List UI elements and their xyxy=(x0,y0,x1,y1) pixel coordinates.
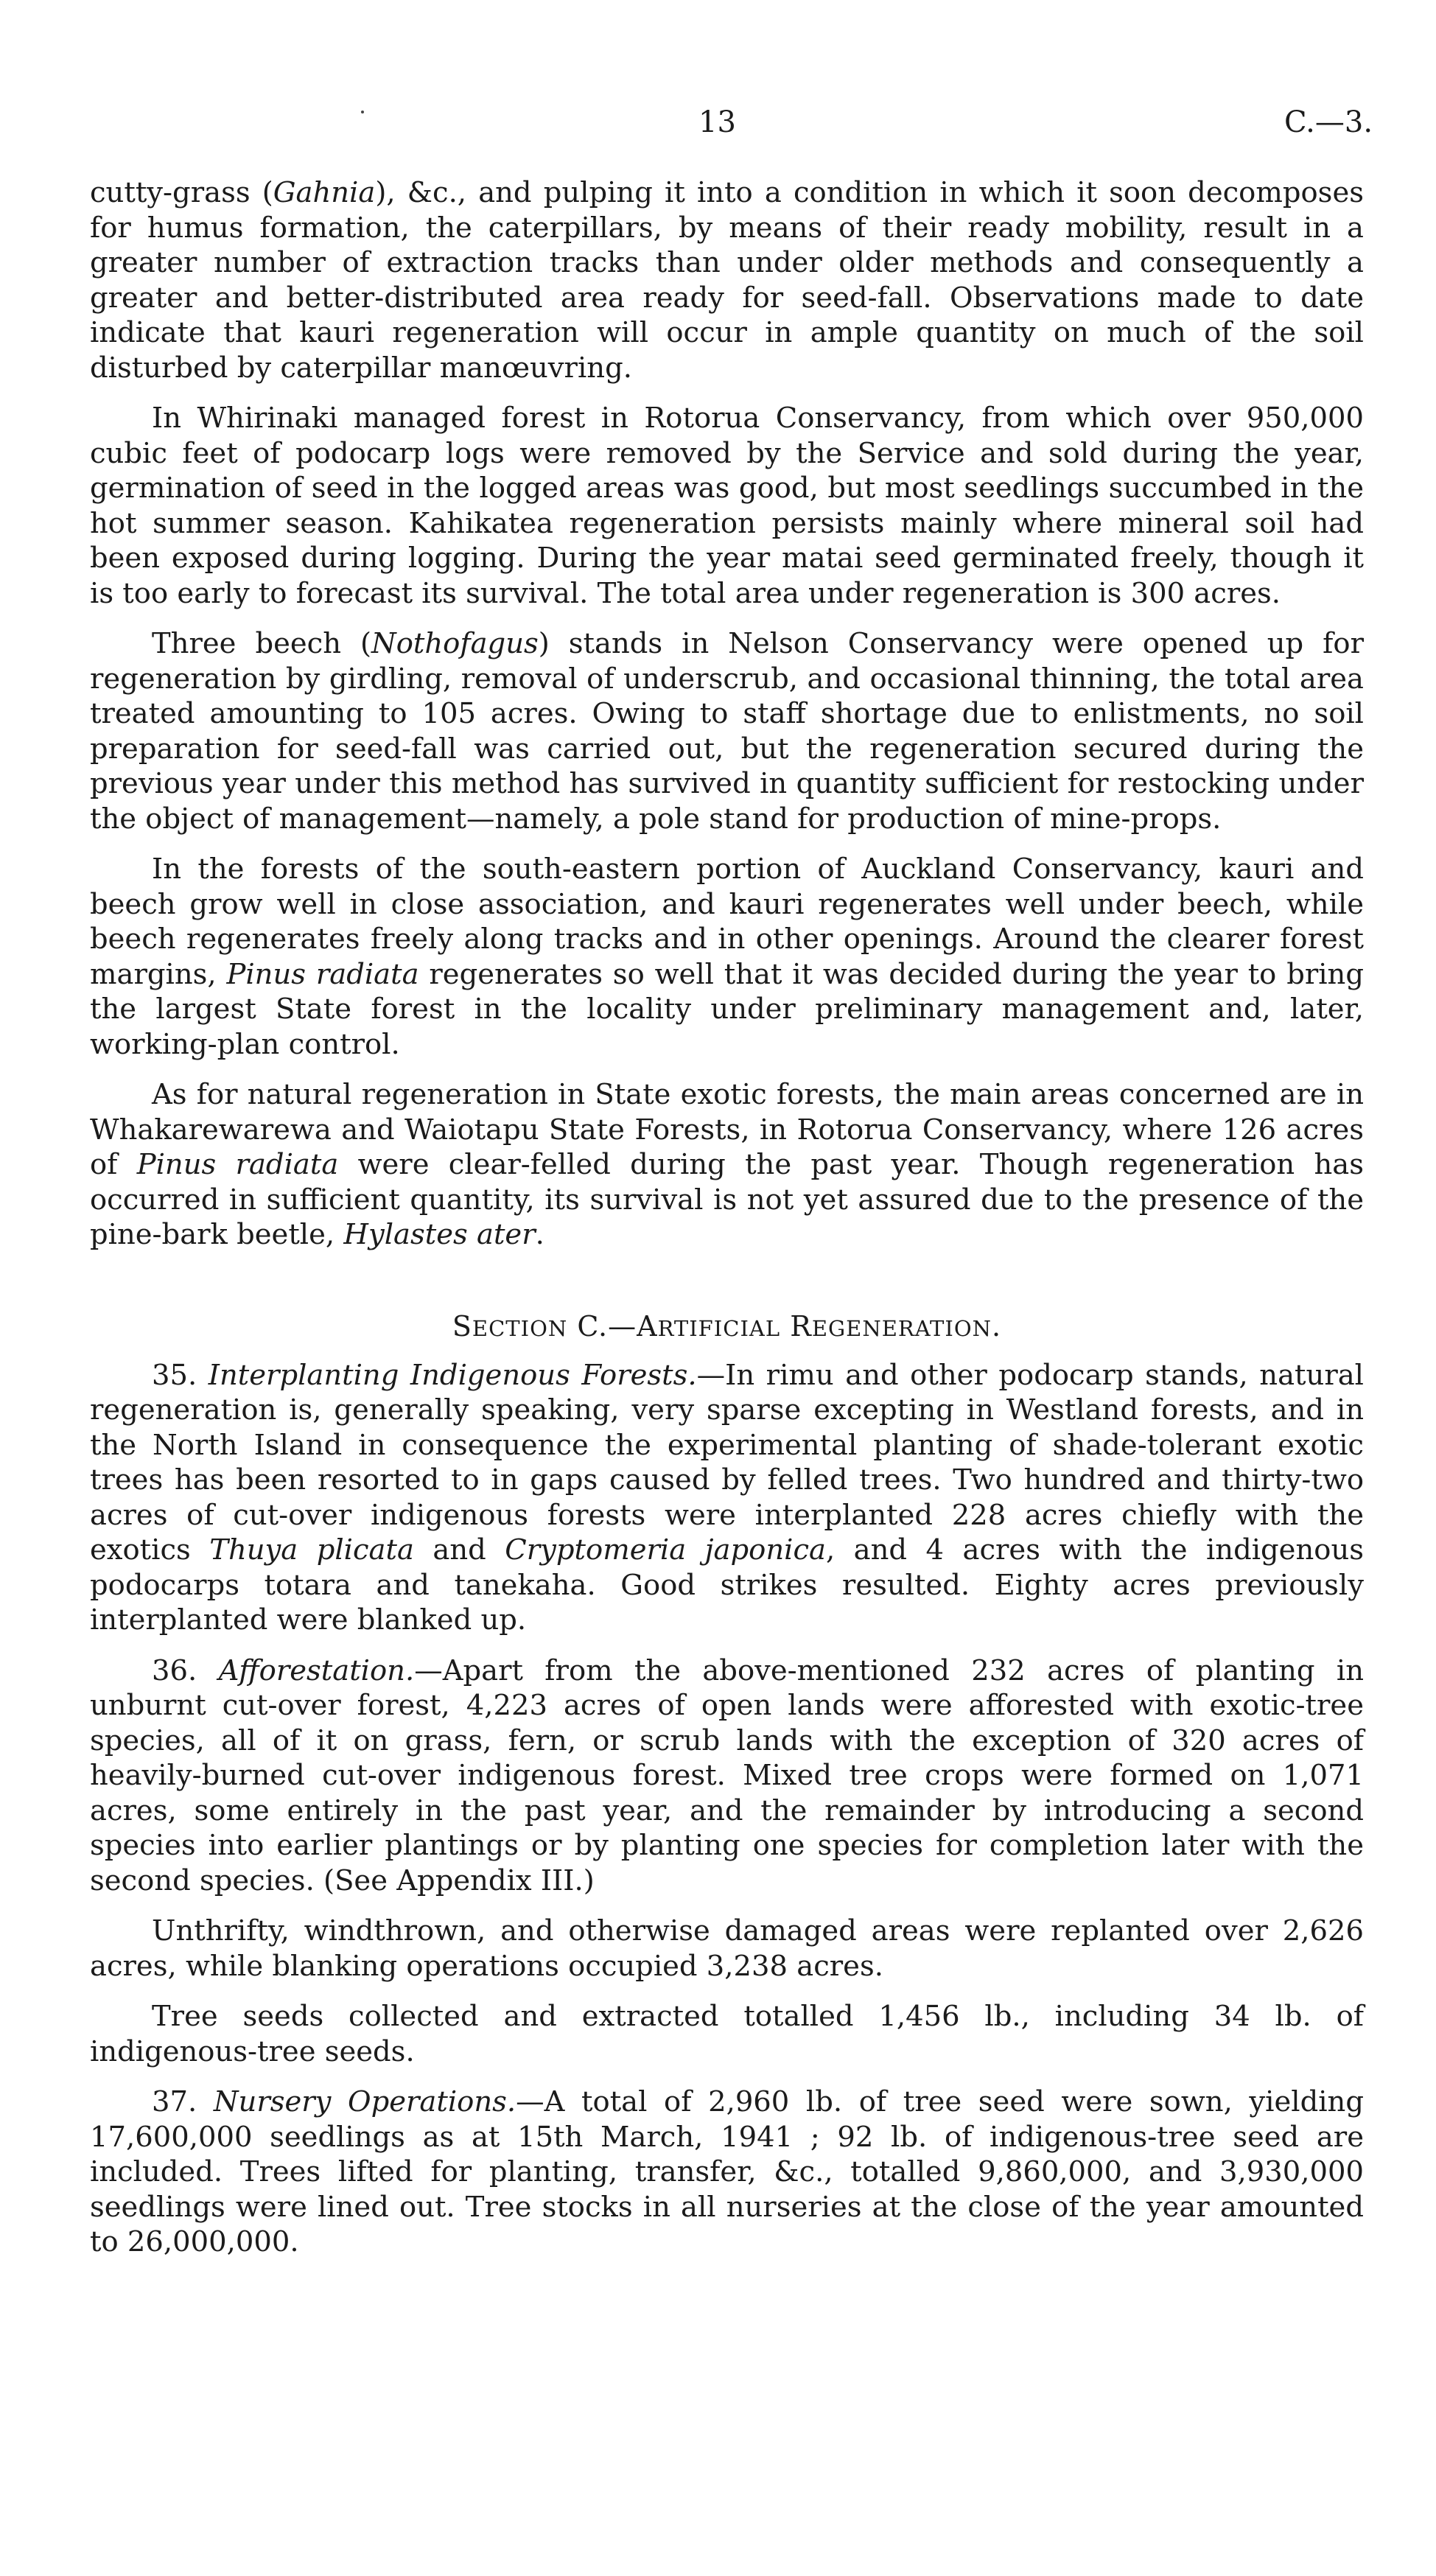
section-title: Interplanting Indigenous Forests. xyxy=(208,1358,697,1392)
section-number: 37. xyxy=(152,2085,214,2118)
paragraph-beech-stands: Three beech (Nothofagus) stands in Nelson Conservancy were opened up for regeneration by girdling, removal of underscrub, and occasional thinning, the total area treated amounting to 105 acres. Owing to staff shortage due to enlistments, no soil preparation for seed-fall was carried out, but the regeneration secured during the previous year under this method has survived in quantity sufficient for restocking under the object of management—namely, a pole stand for production of mine-props. xyxy=(90,627,1365,836)
paragraph-tree-seeds: Tree seeds collected and extracted totalled 1,456 lb., including 34 lb. of indigenous-tree seeds. xyxy=(90,2000,1364,2068)
paragraph-afforestation: 36. Afforestation.—Apart from the above-mentioned 232 acres of planting in unburnt cut-over forest, 4,223 acres of open lands were afforested with exotic-tree species, all of it on grass, fern, or scrub lands with the exception of 320 acres of heavily-burned cut-over indigenous forest. Mixed tree crops were formed on 1,071 acres, some entirely in the past year, and the remainder by introducing a second species into earlier plantings or by planting one species for completion later with the second species. (See Appendix III.) xyxy=(90,1653,1364,1897)
section-heading: SECTION C.—ARTIFICIAL REGENERATION. xyxy=(452,1309,1002,1343)
paragraph-exotic-forests: As for natural regeneration in State exotic forests, the main areas concerned are in Whakarewarewa and Waiotapu State Forests, in Rotorua Conservancy, where 126 acres of Pinus radiata were clear-felled during the past year. Though regeneration has occurred in sufficient quantity, its survival is not yet assured due to the presence of the pine-bark beetle, Hylastes ater. xyxy=(90,1078,1365,1251)
section-number: 35. xyxy=(152,1358,209,1392)
species-name: Pinus radiata xyxy=(226,957,419,991)
paragraph-nursery: 37. Nursery Operations.—A total of 2,960 lb. of tree seed were sown, yielding 17,600,000 seedlings as at 15th March, 1941 ; 92 lb. of indigenous-tree seed are included. Trees lifted for planting, transfer, &c., totalled 9,860,000, and 3,930,000 seedlings were lined out. Tree stocks in all nurseries at the close of the year amounted to 26,000,000. xyxy=(90,2085,1364,2258)
species-name: Thuya plicata xyxy=(209,1533,414,1567)
paragraph-interplanting: 35. Interplanting Indigenous Forests.—In rimu and other podocarp stands, natural regeneration is, generally speaking, very sparse excepting in Westland forests, and in the North Island in consequence the experimental planting of shade-tolerant exotic trees has been resorted to in gaps caused by felled trees. Two hundred and thirty-two acres of cut-over indigenous forests were interplanted 228 acres chiefly with the exotics Thuya plicata and Cryptomeria japonica, and 4 acres with the indigenous podocarps totara and tanekaha. Good strikes resulted. Eighty acres previously interplanted were blanked up. xyxy=(90,1358,1364,1637)
paragraph-auckland: In the forests of the south-eastern portion of Auckland Conservancy, kauri and beech grow well in close association, and kauri regenerates well under beech, while beech regenerates freely along tracks and in other openings. Around the clearer forest margins, Pinus radiata regenerates so well that it was decided during the year to bring the largest State forest in the locality under preliminary management and, later, working-plan control. xyxy=(90,853,1364,1061)
body-text xyxy=(90,175,1364,2275)
species-name: Gahnia xyxy=(273,176,376,209)
paragraph-kauri-regeneration: cutty-grass (Gahnia), &c., and pulping it into a condition in which it soon decomposes for humus formation, the caterpillars, by means of their ready mobility, result in a greater number of extraction tracks than under older methods and consequently a greater and better-distributed area ready for seed-fall. Observations made to date indicate that kauri regeneration will occur in ample quantity on much of the soil disturbed by caterpillar manœuvring. xyxy=(90,176,1364,385)
species-name: Nothofagus xyxy=(371,627,539,660)
page-number: 13 xyxy=(698,105,736,139)
section-title: Afforestation. xyxy=(218,1653,415,1687)
species-name: Cryptomeria japonica xyxy=(505,1533,826,1567)
species-name: Pinus radiata xyxy=(136,1148,339,1181)
section-number: 36. xyxy=(152,1653,219,1687)
species-name: Hylastes ater xyxy=(343,1218,536,1251)
paragraph-replanting: Unthrifty, windthrown, and otherwise damaged areas were replanted over 2,626 acres, while blanking operations occupied 3,238 acres. xyxy=(90,1914,1364,1983)
document-reference: C.—3. xyxy=(1284,105,1373,139)
page-header xyxy=(0,102,1436,146)
paragraph-whirinaki: In Whirinaki managed forest in Rotorua Conservancy, from which over 950,000 cubic feet of podocarp logs were removed by the Service and sold during the year, germination of seed in the logged areas was good, but most seedlings succumbed in the hot summer season. Kahikatea regeneration persists mainly where mineral soil had been exposed during logging. During the year matai seed germinated freely, though it is too early to forecast its survival. The total area under regeneration is 300 acres. xyxy=(90,402,1364,610)
section-title: Nursery Operations. xyxy=(213,2085,516,2118)
